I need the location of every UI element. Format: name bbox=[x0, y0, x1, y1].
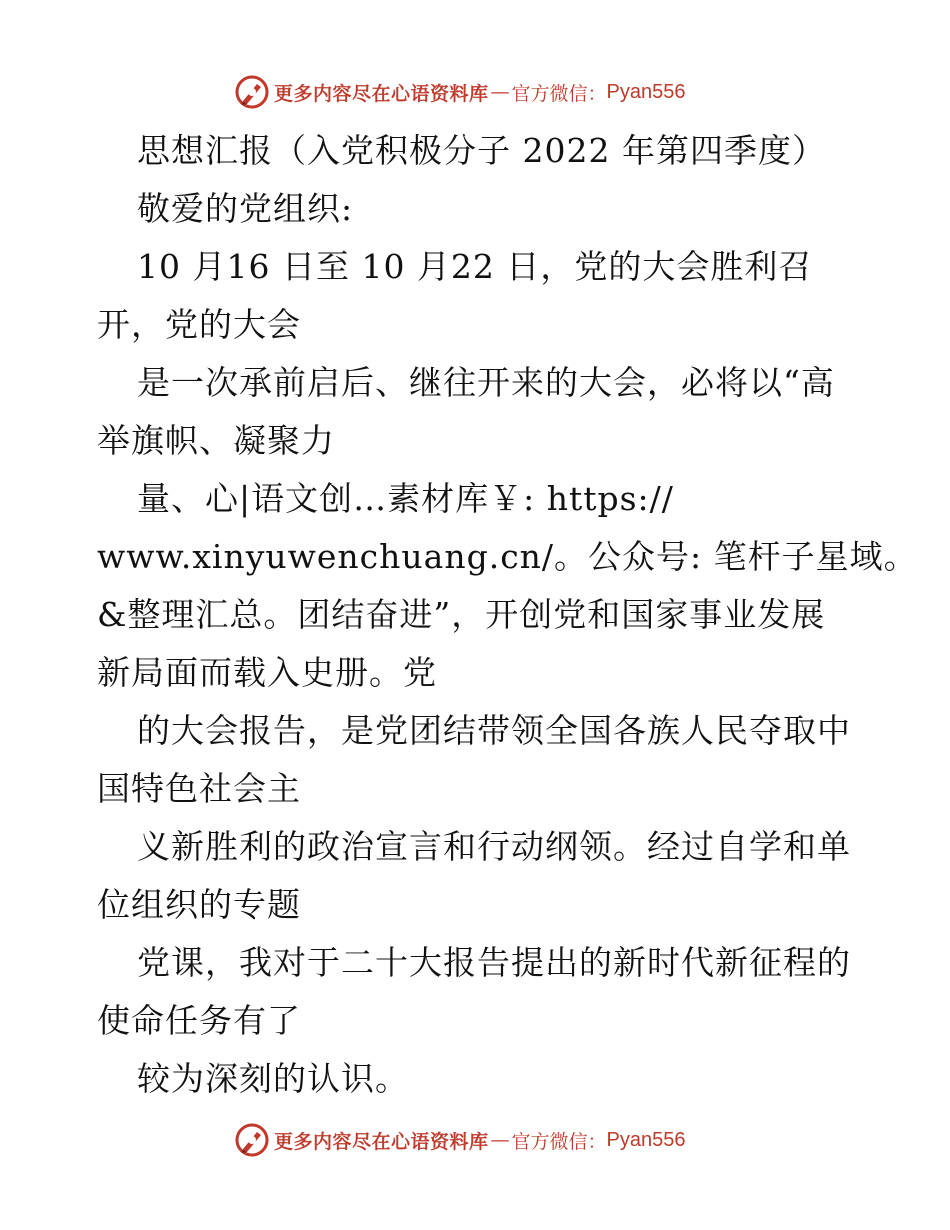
document-title: 思想汇报（入党积极分子 2022 年第四季度） bbox=[137, 131, 826, 170]
body-line: 举旗帜、凝聚力 bbox=[97, 421, 335, 460]
body-line: www.xinyuwenchuang.cn/。公众号: 笔杆子星域。 bbox=[97, 537, 918, 576]
pen-logo-icon bbox=[234, 74, 270, 110]
body-line: 使命任务有了 bbox=[97, 1001, 301, 1040]
body-line: 位组织的专题 bbox=[97, 885, 301, 924]
body-line: 开，党的大会 bbox=[97, 305, 301, 344]
body-line: 国特色社会主 bbox=[97, 769, 301, 808]
header-site-text: 更多内容尽在心语资料库 bbox=[274, 82, 489, 105]
document-body bbox=[97, 122, 918, 1108]
pen-logo-icon bbox=[234, 1122, 270, 1158]
body-line: 义新胜利的政治宣言和行动纲领。经过自学和单 bbox=[137, 827, 851, 866]
header-wechat-label: 官方微信： bbox=[511, 82, 607, 105]
footer-separator: — bbox=[490, 1129, 510, 1151]
body-line: 新局面而载入史册。党 bbox=[97, 653, 437, 692]
footer-wechat-id: Pyan556 bbox=[606, 1128, 686, 1151]
header-wechat-id: Pyan556 bbox=[606, 80, 686, 103]
header-separator: — bbox=[490, 81, 510, 103]
body-line: 的大会报告，是党团结带领全国各族人民夺取中 bbox=[137, 711, 851, 750]
body-line: 是一次承前启后、继往开来的大会，必将以“高 bbox=[137, 363, 835, 402]
salutation: 敬爱的党组织: bbox=[137, 189, 354, 228]
footer-banner bbox=[234, 1120, 686, 1160]
body-line: 10 月16 日至 10 月22 日，党的大会胜利召 bbox=[137, 247, 813, 286]
footer-wechat-label: 官方微信： bbox=[511, 1130, 607, 1153]
header-banner bbox=[234, 72, 686, 112]
body-line: 党课，我对于二十大报告提出的新时代新征程的 bbox=[137, 943, 851, 982]
body-line: 量、心|语文创…素材库￥: https:// bbox=[137, 479, 674, 518]
footer-site-text: 更多内容尽在心语资料库 bbox=[274, 1130, 489, 1153]
body-line: &整理汇总。团结奋进”，开创党和国家事业发展 bbox=[97, 595, 826, 634]
body-line: 较为深刻的认识。 bbox=[137, 1059, 409, 1098]
